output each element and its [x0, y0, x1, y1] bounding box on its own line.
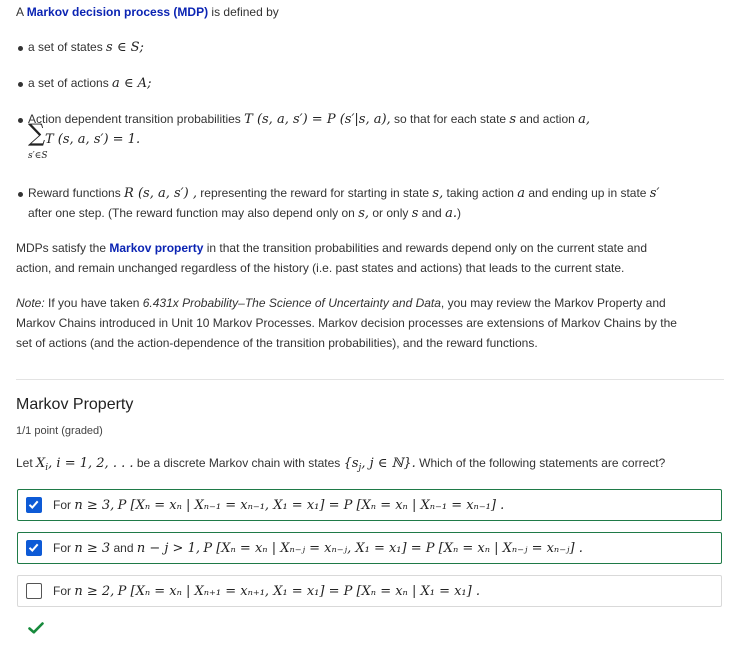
intro-prefix: A	[16, 5, 27, 19]
choice-3-expr: P [Xₙ = xₙ | Xₙ₊₁ = xₙ₊₁, X₁ = x₁] = P [Xₙ = xₙ | X₁ = x₁] .	[117, 584, 480, 599]
question-states: {s	[343, 456, 359, 471]
markov-prefix: MDPs satisfy the	[16, 241, 110, 255]
choice-2-prefix: For	[53, 541, 75, 555]
problem-question	[16, 454, 665, 478]
reward-taking: taking action	[443, 186, 518, 200]
question-states-end: , j ∈ ℕ}.	[361, 456, 416, 471]
bullet-states-math: s ∈ S;	[106, 40, 144, 55]
markov-property-term: Markov property	[109, 241, 204, 255]
intro-suffix: is defined by	[208, 5, 279, 19]
choice-1-checkbox[interactable]	[26, 497, 42, 513]
choice-3-cond: n ≥ 2,	[74, 584, 115, 599]
bullet-dot	[18, 46, 23, 51]
mdp-term: Markov decision process (MDP)	[26, 5, 209, 19]
bullet-dot	[18, 192, 23, 197]
markov-para-line1	[16, 239, 647, 258]
reward-line2: after one step. (The reward function may also depend only on	[28, 206, 359, 220]
note-course: 6.431x Probability–The Science of Uncertainty and Data	[142, 296, 441, 310]
reward-rest: representing the reward for starting in state	[196, 186, 433, 200]
question-x-sub: i	[45, 463, 49, 473]
checkbox-check-icon	[28, 542, 39, 553]
reward-line2-a: a.	[445, 206, 457, 221]
choice-2-cond: n ≥ 3	[74, 541, 111, 556]
bullet-states	[28, 38, 144, 57]
choice-3-text	[53, 582, 480, 601]
transition-s: s	[509, 112, 517, 127]
transition-sum	[28, 119, 46, 147]
note-label: Note:	[16, 296, 45, 310]
transition-sum-expr: T (s, a, s′) = 1.	[45, 132, 141, 147]
note-line2: Markov Chains introduced in Unit 10 Markov Processes. Markov decision processes are extensions of Markov Chains by the	[16, 316, 677, 330]
reward-line2-or: or only	[369, 206, 412, 220]
choice-2-checkbox[interactable]	[26, 540, 42, 556]
transition-a: a,	[578, 112, 591, 127]
reward-math: R (s, a, s′) ,	[124, 186, 197, 201]
question-b: be a discrete Markov chain with states	[133, 456, 344, 470]
choice-2-expr: P [Xₙ = xₙ | Xₙ₋ⱼ = xₙ₋ⱼ, X₁ = x₁] = P [Xₙ = xₙ | Xₙ₋ⱼ = xₙ₋ⱼ] .	[203, 541, 583, 556]
choice-1-cond: n ≥ 3,	[74, 498, 115, 513]
choice-2-cond2: n − j > 1,	[136, 541, 200, 556]
choice-1-prefix: For	[53, 498, 75, 512]
question-states-sub: j	[358, 463, 362, 473]
problem-points: 1/1 point (graded)	[16, 425, 103, 437]
choice-3-prefix: For	[53, 584, 75, 598]
problem-title: Markov Property	[16, 396, 134, 413]
markov-para-line2: action, and remain unchanged regardless of the history (i.e. past states and actions) that leads to the current state.	[16, 261, 625, 275]
reward-line2-close: )	[456, 206, 461, 220]
bullet-reward-line1	[28, 184, 659, 203]
note-line1	[16, 294, 666, 313]
choice-2-mid: and	[110, 541, 137, 555]
choice-1-text	[53, 496, 504, 515]
reward-line2-and: and	[418, 206, 446, 220]
markov-rest: in that the transition probabilities and rewards depend only on the current state and	[203, 241, 648, 255]
reward-s: s,	[432, 186, 444, 201]
transition-suffix: so that for each state	[390, 112, 510, 126]
bullet-reward-line2	[28, 204, 461, 223]
reward-a: a	[517, 186, 526, 201]
checkbox-check-icon	[28, 499, 39, 510]
transition-and: and action	[516, 112, 579, 126]
note-line3: set of actions (and the action-dependence of the transition probabilities), and the reward functions.	[16, 336, 538, 350]
question-c: Which of the following statements are correct?	[415, 456, 666, 470]
choice-3[interactable]	[17, 575, 722, 607]
reward-s2: s′	[649, 186, 660, 201]
checkmark-icon	[28, 622, 44, 634]
note-line1-b: , you may review the Markov Property and	[440, 296, 666, 310]
bullet-dot	[18, 118, 23, 123]
question-a: Let	[16, 456, 37, 470]
choice-1[interactable]	[17, 489, 722, 521]
choice-1-expr: P [Xₙ = xₙ | Xₙ₋₁ = xₙ₋₁, X₁ = x₁] = P [Xₙ = xₙ | Xₙ₋₁ = xₙ₋₁] .	[117, 498, 505, 513]
transition-math: T (s, a, s′) = P (s′|s, a),	[244, 112, 391, 127]
transition-sum-index: s′∈S	[28, 151, 48, 161]
bullet-states-text: a set of states	[28, 40, 107, 54]
choice-3-checkbox[interactable]	[26, 583, 42, 599]
question-index: , i = 1, 2, . . .	[48, 456, 134, 471]
question-x: X	[36, 456, 46, 471]
reward-line2-s2: s	[411, 206, 419, 221]
bullet-actions-math: a ∈ A;	[112, 76, 152, 91]
choice-2-text	[53, 539, 583, 558]
bullet-transition	[28, 110, 590, 129]
intro-line	[16, 3, 279, 22]
transition-text: Action dependent transition probabilities	[28, 112, 245, 126]
reward-line2-s: s,	[358, 206, 370, 221]
bullet-actions	[28, 74, 151, 93]
reward-end: and ending up in state	[525, 186, 650, 200]
sum-symbol: ∑	[28, 119, 46, 147]
bullet-actions-text: a set of actions	[28, 76, 113, 90]
choice-2[interactable]	[17, 532, 722, 564]
note-line1-a: If you have taken	[44, 296, 143, 310]
section-divider	[16, 379, 724, 380]
reward-text: Reward functions	[28, 186, 125, 200]
bullet-dot	[18, 82, 23, 87]
